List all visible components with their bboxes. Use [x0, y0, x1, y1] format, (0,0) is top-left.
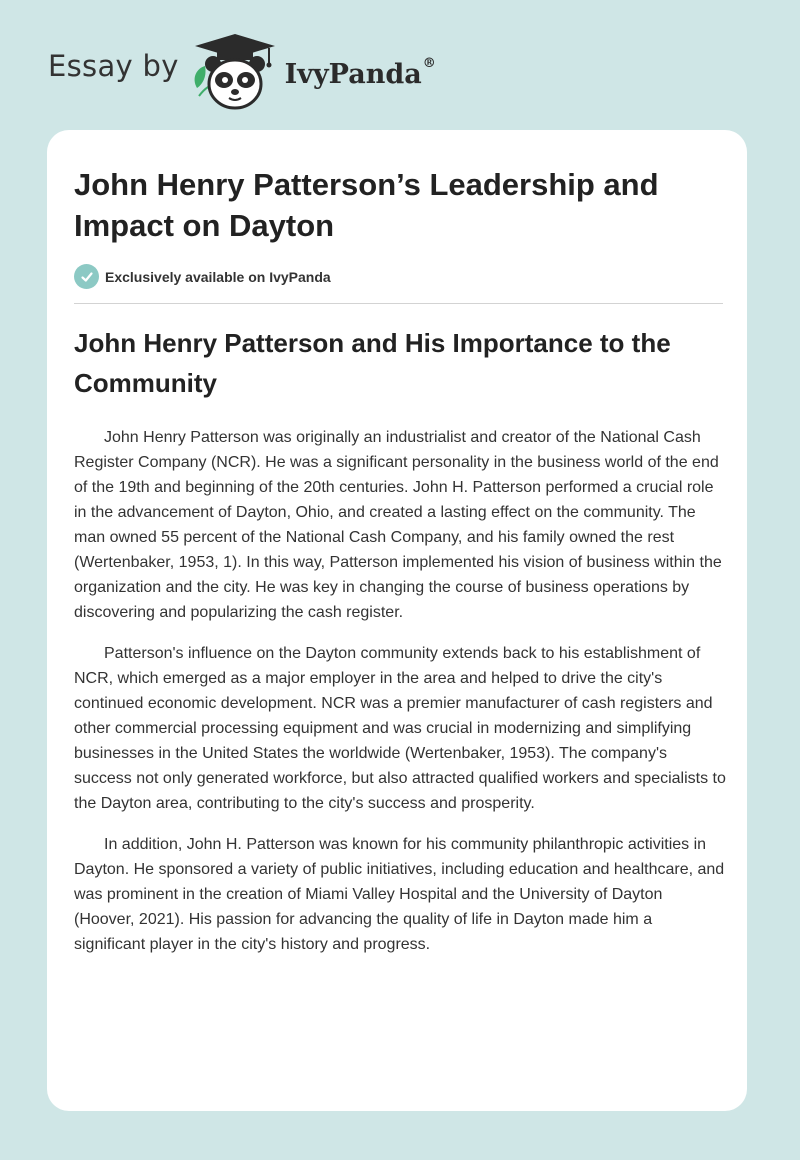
exclusive-badge-label: Exclusively available on IvyPanda — [105, 268, 331, 285]
essay-card — [47, 130, 747, 1111]
page-title: John Henry Patterson’s Leadership and Impact on Dayton — [74, 167, 659, 243]
brand-name[interactable]: IvyPanda® — [284, 55, 436, 90]
registered-mark: ® — [422, 55, 436, 71]
section-heading: John Henry Patterson and His Importance to the Community — [74, 328, 671, 398]
check-icon — [74, 264, 99, 289]
exclusive-badge — [74, 264, 331, 289]
divider — [74, 303, 723, 304]
paragraph-2: Patterson's influence on the Dayton community extends back to his establishment of NCR, which emerged as a major employer in the area and helped to drive the city's continued economic development. NCR was a premier manufacturer of cash registers and other commercial processing equipment and was crucial in modernizing and simplifying businesses in the United States the worldwide (Wertenbaker, 1953). The company's success not only generated workforce, but also attracted qualified workers and specialists to the Dayton area, contributing to the city's success and prosperity. — [74, 645, 726, 812]
paragraph-3: In addition, John H. Patterson was known for his community philanthropic activities in Dayton. He sponsored a variety of public initiatives, including education and healthcare, and was prominent in the creation of Miami Valley Hospital and the University of Dayton (Hoover, 2021). His passion for advancing the quality of life in Dayton made him a significant player in the city's history and progress. — [74, 836, 725, 953]
essay-by-label: Essay by — [48, 49, 179, 83]
panda-logo-icon[interactable] — [189, 30, 281, 112]
site-header — [48, 30, 436, 112]
article-body — [74, 425, 726, 973]
paragraph-1: John Henry Patterson was originally an industrialist and creator of the National Cash Register Company (NCR). He was a significant personality in the business world of the end of the 19th and beginning of the 20th centuries. John H. Patterson performed a crucial role in the advancement of Dayton, Ohio, and created a lasting effect on the community. The man owned 55 percent of the National Cash Company, and his family owned the rest (Wertenbaker, 1953, 1). In this way, Patterson implemented his vision of business within the organization and the city. He was key in changing the course of business operations by discovering and popularizing the cash register. — [74, 429, 722, 621]
